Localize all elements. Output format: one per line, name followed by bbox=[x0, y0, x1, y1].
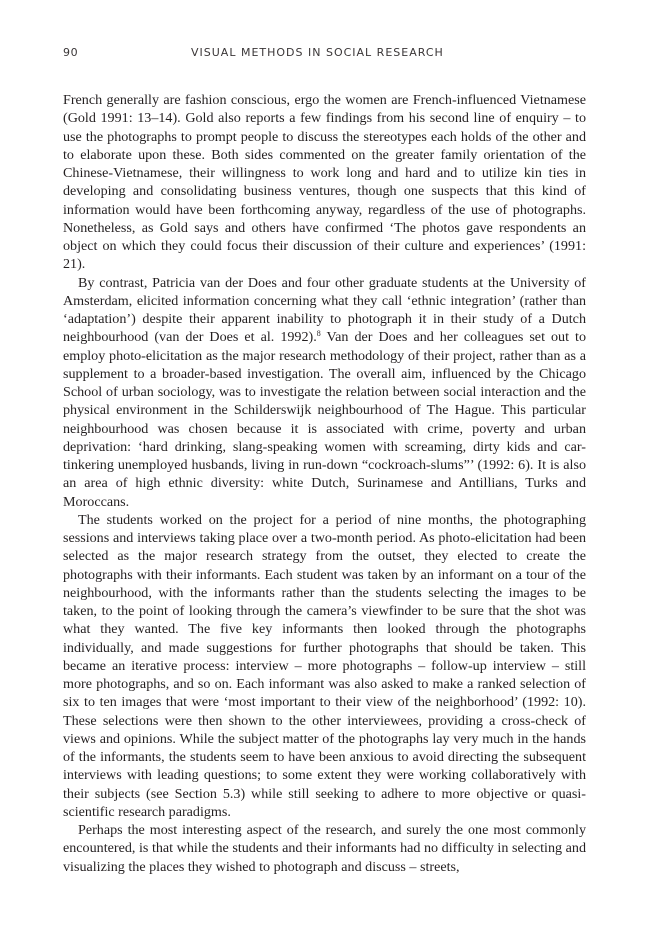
footnote-marker[interactable]: 8 bbox=[316, 329, 321, 339]
running-title: VISUAL METHODS IN SOCIAL RESEARCH bbox=[191, 46, 444, 59]
paragraph-2-text-before-note: By contrast, Patricia van der Does and four other graduate students at the University of Amsterdam, elicited information concerning what they call ‘ethnic integration’ (rather than ‘adaptation’) despite their apparent inability to photograph it in their study of a Dutch neighbourhood (van der Does et al. 1992). bbox=[63, 274, 586, 346]
paragraph-2-text-after-note: Van der Does and her colleagues set out to employ photo-elicitation as the major research methodology of their project, rather than as a supplement to a broader-based investigation. The overall aim, influenced by the Chicago School of urban sociology, was to investigate the relation between social interaction and the physical environment in the Schilderswijk neighbourhood of The Hague. This particular neighbourhood was chosen because it is associated with crime, poverty and urban deprivation: ‘hard drinking, slang-speaking women with screaming, dirty kids and car-tinkering unemployed husbands, living in run-down “cockroach-slums”’ (1992: 6). It is also an area of high ethnic diversity: white Dutch, Surinamese and Antillians, Turks and Moroccans. bbox=[63, 329, 586, 510]
page-number: 90 bbox=[63, 46, 79, 59]
paragraph-2 bbox=[63, 274, 586, 511]
paragraph-3: The students worked on the project for a period of nine months, the photographing sessions and interviews taking place over a two-month period. As photo-elicitation had been selected as the major research strategy from the outset, they elected to create the photographs with their informants. Each student was taken by an informant on a tour of the neighbourhood, with the informants rather than the students selecting the images to be taken, to the point of looking through the camera’s viewfinder to be sure that the shot was what they wanted. The five key informants then looked through the photographs individually, and made suggestions for further photographs that should be taken. This became an iterative process: interview – more photographs – follow-up interview – still more photographs, and so on. Each informant was also asked to make a ranked selection of six to ten images that were ‘most important to their view of the neighborhood’ (1992: 10). These selections were then shown to the other interviewees, providing a cross-check of views and opinions. While the subject matter of the photographs lay very much in the hands of the informants, the students seem to have been anxious to avoid directing the subsequent interviews with leading questions; to some extent they were working collaboratively with their subjects (see Section 5.3) while still seeking to adhere to more objective or quasi-scientific research paradigms. bbox=[63, 511, 586, 820]
body-text bbox=[63, 91, 586, 876]
paragraph-4: Perhaps the most interesting aspect of the research, and surely the one most commonly encountered, is that while the students and their informants had no difficulty in selecting and visualizing the places they wished to photograph and discuss – streets, bbox=[63, 822, 586, 875]
paragraph-1: French generally are fashion conscious, ergo the women are French-influenced Vietnamese (Gold 1991: 13–14). Gold also reports a few findings from his second line of enquiry – to use the photographs to prompt people to discuss the stereotypes each holds of the other and to elaborate upon these. Both sides commented on the greater family orientation of the Chinese-Vietnamese, their willingness to work long and hard and to utilize kin ties in developing and consolidating business ventures, though one suspects that this kind of information would have been forthcoming anyway, regardless of the use of photographs. Nonetheless, as Gold says and others have confirmed ‘The photos gave respondents an object on which they could focus their discussion of their culture and experiences’ (1991: 21). bbox=[63, 92, 586, 273]
running-head bbox=[63, 46, 587, 62]
